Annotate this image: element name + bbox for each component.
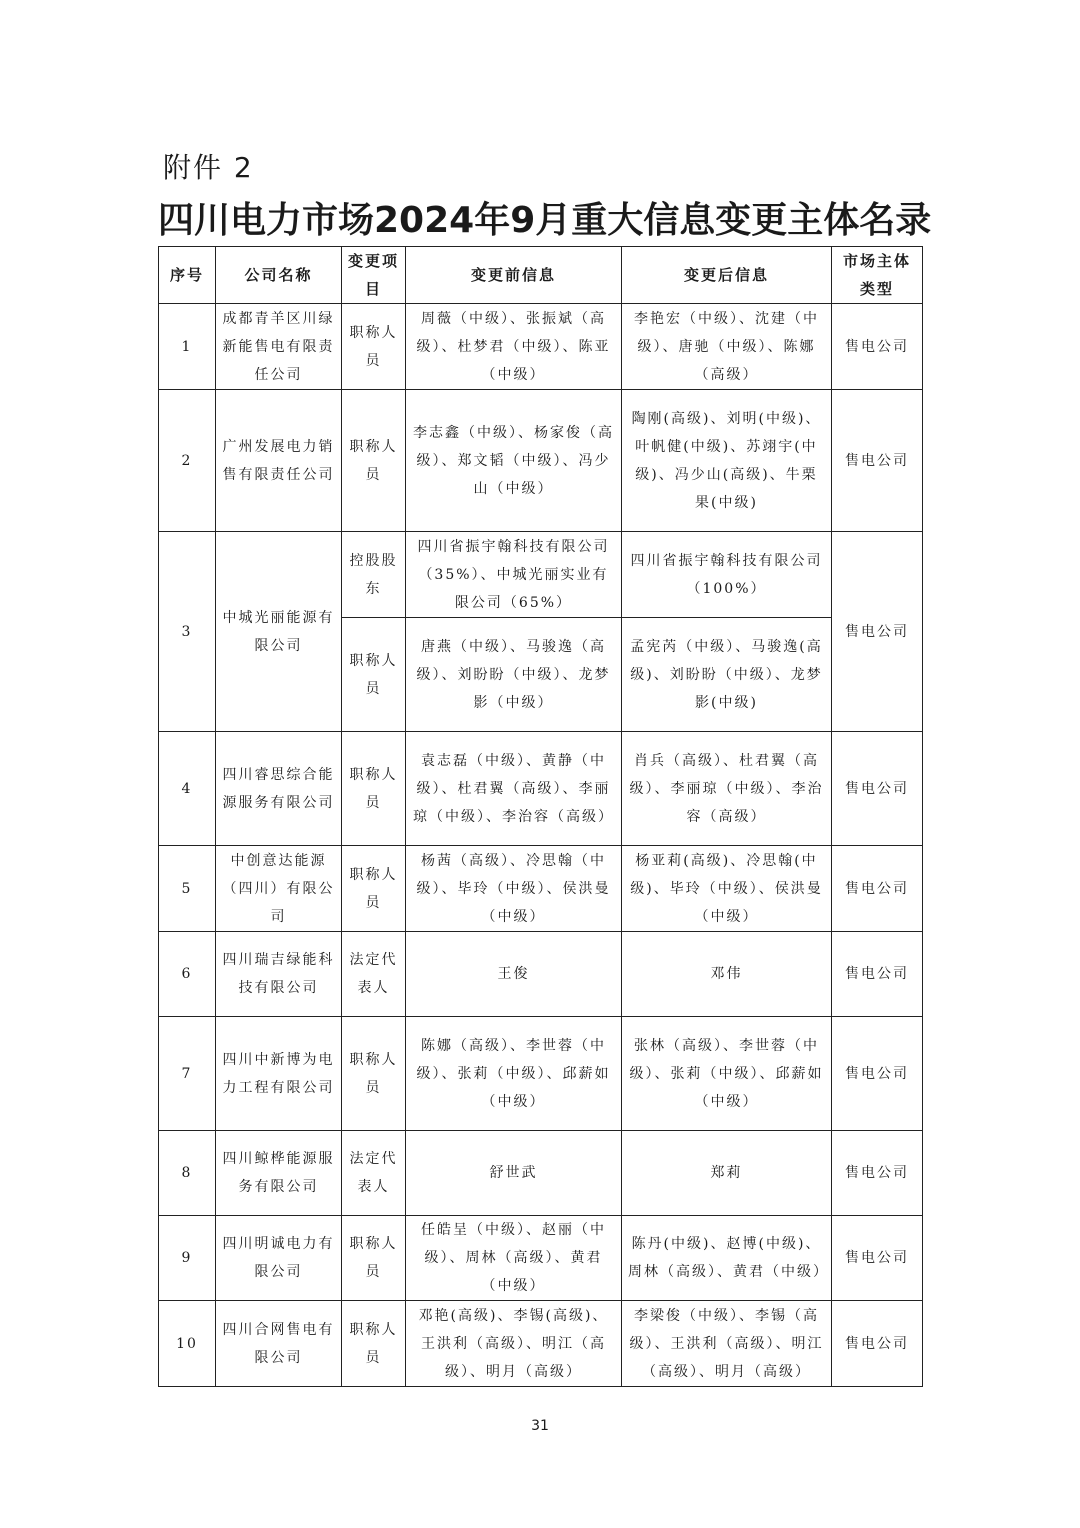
header-after: 变更后信息	[622, 247, 832, 304]
cell-change-item: 职称人员	[342, 846, 406, 932]
header-entity-type: 市场主体类型	[832, 247, 923, 304]
table-row	[159, 732, 923, 846]
cell-after: 四川省振宇翰科技有限公司（100%）	[622, 532, 832, 618]
cell-entity-type: 售电公司	[832, 1216, 923, 1301]
table-row	[159, 532, 923, 618]
header-change-item: 变更项目	[342, 247, 406, 304]
cell-index: 6	[159, 932, 216, 1017]
cell-after: 孟宪芮（中级）、马骏逸(高级)、刘盼盼（中级）、龙梦影(中级)	[622, 618, 832, 732]
table-row	[159, 1216, 923, 1301]
cell-before: 袁志磊（中级）、黄静（中级）、杜君翼（高级）、李丽琼（中级）、李治容（高级）	[406, 732, 622, 846]
cell-after: 李梁俊（中级）、李锡（高级）、王洪利（高级）、明江（高级）、明月（高级）	[622, 1301, 832, 1387]
header-index: 序号	[159, 247, 216, 304]
cell-entity-type: 售电公司	[832, 304, 923, 390]
cell-before: 舒世武	[406, 1131, 622, 1216]
cell-index: 2	[159, 390, 216, 532]
cell-change-item: 职称人员	[342, 618, 406, 732]
table-row	[159, 846, 923, 932]
cell-change-item: 职称人员	[342, 1301, 406, 1387]
cell-after: 陈丹(中级)、赵博(中级)、周林（高级）、黄君（中级）	[622, 1216, 832, 1301]
attachment-label: 附件 2	[163, 151, 254, 184]
cell-company: 成都青羊区川绿新能售电有限责任公司	[216, 304, 342, 390]
table-row	[159, 1301, 923, 1387]
cell-before: 李志鑫（中级）、杨家俊（高级）、郑文韬（中级）、冯少山（中级）	[406, 390, 622, 532]
document-title: 四川电力市场2024年9月重大信息变更主体名录	[158, 200, 932, 241]
cell-after: 陶刚(高级)、刘明(中级)、叶帆健(中级)、苏翊宇(中级)、冯少山(高级)、牛栗果(中级)	[622, 390, 832, 532]
cell-index: 8	[159, 1131, 216, 1216]
cell-index: 1	[159, 304, 216, 390]
cell-after: 邓伟	[622, 932, 832, 1017]
cell-index: 5	[159, 846, 216, 932]
cell-after: 肖兵（高级）、杜君翼（高级）、李丽琼（中级）、李治容（高级）	[622, 732, 832, 846]
cell-company: 中城光丽能源有限公司	[216, 532, 342, 732]
cell-before: 周薇（中级）、张振斌（高级）、杜梦君（中级）、陈亚（中级）	[406, 304, 622, 390]
cell-company: 四川明诚电力有限公司	[216, 1216, 342, 1301]
cell-company: 广州发展电力销售有限责任公司	[216, 390, 342, 532]
cell-before: 陈娜（高级）、李世蓉（中级）、张莉（中级）、邱薪如（中级）	[406, 1017, 622, 1131]
cell-before: 四川省振宇翰科技有限公司（35%）、中城光丽实业有限公司（65%）	[406, 532, 622, 618]
header-before: 变更前信息	[406, 247, 622, 304]
cell-after: 杨亚莉(高级)、冷思翰(中级)、毕玲（中级）、侯洪曼（中级）	[622, 846, 832, 932]
cell-company: 四川合网售电有限公司	[216, 1301, 342, 1387]
cell-before: 任皓呈（中级）、赵丽（中级）、周林（高级）、黄君（中级）	[406, 1216, 622, 1301]
cell-entity-type: 售电公司	[832, 390, 923, 532]
change-records-table	[158, 246, 923, 1387]
cell-index: 7	[159, 1017, 216, 1131]
cell-entity-type: 售电公司	[832, 732, 923, 846]
cell-entity-type: 售电公司	[832, 1131, 923, 1216]
cell-index: 4	[159, 732, 216, 846]
cell-before: 杨茜（高级）、冷思翰（中级）、毕玲（中级）、侯洪曼（中级）	[406, 846, 622, 932]
header-company: 公司名称	[216, 247, 342, 304]
cell-entity-type: 售电公司	[832, 846, 923, 932]
cell-company: 中创意达能源（四川）有限公司	[216, 846, 342, 932]
table-row	[159, 932, 923, 1017]
cell-entity-type: 售电公司	[832, 532, 923, 732]
cell-index: 3	[159, 532, 216, 732]
cell-change-item: 职称人员	[342, 732, 406, 846]
table-row	[159, 304, 923, 390]
page-number: 31	[531, 1418, 549, 1434]
cell-change-item: 职称人员	[342, 1017, 406, 1131]
cell-before: 邓艳(高级)、李锡(高级)、王洪利（高级）、明江（高级）、明月（高级）	[406, 1301, 622, 1387]
cell-after: 张林（高级）、李世蓉（中级）、张莉（中级）、邱薪如（中级）	[622, 1017, 832, 1131]
cell-change-item: 职称人员	[342, 304, 406, 390]
cell-entity-type: 售电公司	[832, 932, 923, 1017]
cell-after: 郑莉	[622, 1131, 832, 1216]
cell-company: 四川中新博为电力工程有限公司	[216, 1017, 342, 1131]
table-row	[159, 1017, 923, 1131]
cell-entity-type: 售电公司	[832, 1301, 923, 1387]
cell-change-item: 职称人员	[342, 1216, 406, 1301]
cell-company: 四川鲸桦能源服务有限公司	[216, 1131, 342, 1216]
cell-entity-type: 售电公司	[832, 1017, 923, 1131]
cell-before: 王俊	[406, 932, 622, 1017]
cell-company: 四川瑞吉绿能科技有限公司	[216, 932, 342, 1017]
cell-index: 10	[159, 1301, 216, 1387]
cell-change-item: 法定代表人	[342, 1131, 406, 1216]
cell-index: 9	[159, 1216, 216, 1301]
cell-change-item: 法定代表人	[342, 932, 406, 1017]
table-header-row	[159, 247, 923, 304]
table-row	[159, 390, 923, 532]
cell-after: 李艳宏（中级）、沈建（中级）、唐驰（中级）、陈娜（高级）	[622, 304, 832, 390]
cell-change-item: 控股股东	[342, 532, 406, 618]
cell-company: 四川睿思综合能源服务有限公司	[216, 732, 342, 846]
cell-before: 唐燕（中级）、马骏逸（高级）、刘盼盼（中级）、龙梦影（中级）	[406, 618, 622, 732]
cell-change-item: 职称人员	[342, 390, 406, 532]
table-row	[159, 1131, 923, 1216]
